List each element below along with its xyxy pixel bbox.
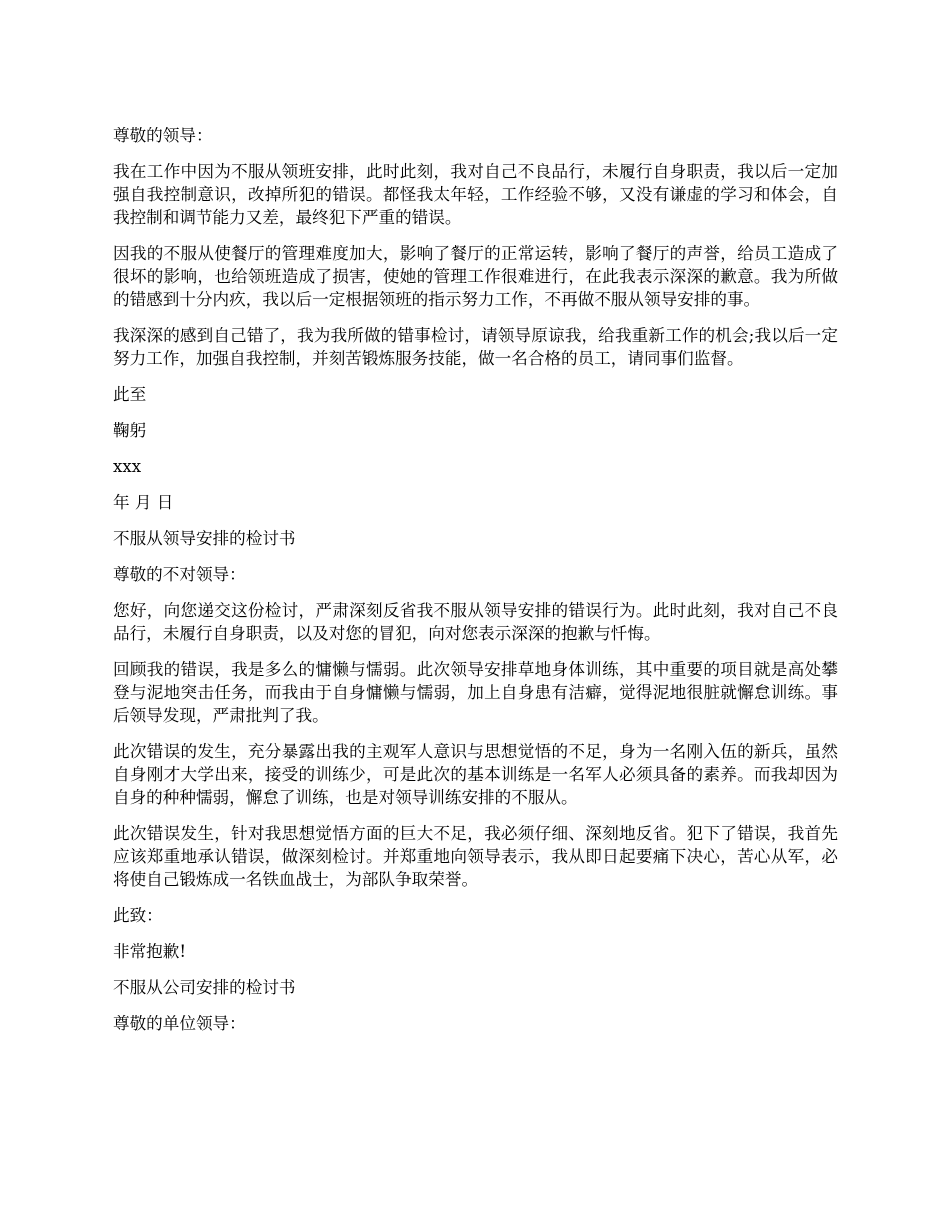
body-paragraph: 因我的不服从使餐厅的管理难度加大，影响了餐厅的正常运转，影响了餐厅的声誉，给员工造成了很坏的影响，也给领班造成了损害，使她的管理工作很难进行，在此我表示深深的歉意。我为所做的错感到十分内疚，我以后一定根据领班的指示努力工作，不再做不服从领导安排的事。: [113, 244, 838, 309]
body-paragraph: 我深深的感到自己错了，我为我所做的错事检讨，请领导原谅我，给我重新工作的机会;我以后一定努力工作，加强自我控制，并刻苦锻炼服务技能，做一名合格的员工，请同事们监督。: [113, 326, 838, 368]
signature-date: 年 月 日: [113, 493, 174, 512]
body-paragraph: 您好，向您递交这份检讨，严肃深刻反省我不服从领导安排的错误行为。此时此刻，我对自己不良品行，未履行自身职责，以及对您的冒犯，向对您表示深深的抱歉与忏悔。: [113, 601, 838, 643]
body-paragraph: 此次错误发生，针对我思想觉悟方面的巨大不足，我必须仔细、深刻地反省。犯下了错误，我首先应该郑重地承认错误，做深刻检讨。并郑重地向领导表示，我从即日起要痛下决心，苦心从军，必将使自己锻炼成一名铁血战士，为部队争取荣誉。: [113, 824, 838, 889]
closing-line: 非常抱歉!: [113, 942, 187, 961]
body-paragraph: 我在工作中因为不服从领班安排，此时此刻，我对自己不良品行，未履行自身职责，我以后一定加强自我控制意识，改掉所犯的错误。都怪我太年轻，工作经验不够，又没有谦虚的学习和体会，自我控制和调节能力又差，最终犯下严重的错误。: [113, 162, 838, 227]
body-paragraph: 此次错误的发生，充分暴露出我的主观军人意识与思想觉悟的不足，身为一名刚入伍的新兵，虽然自身刚才大学出来，接受的训练少，可是此次的基本训练是一名军人必须具备的素养。而我却因为自身的种种懦弱，懈怠了训练，也是对领导训练安排的不服从。: [113, 742, 838, 807]
salutation: 尊敬的单位领导：: [113, 1014, 246, 1033]
salutation: 尊敬的领导：: [113, 126, 213, 145]
document-page: [113, 124, 838, 1048]
section-title: 不服从公司安排的检讨书: [113, 978, 296, 997]
body-paragraph: 回顾我的错误，我是多么的慵懒与懦弱。此次领导安排草地身体训练，其中重要的项目就是高处攀登与泥地突击任务，而我由于自身慵懒与懦弱，加上自身患有洁癖，觉得泥地很脏就懈怠训练。事后领导发现，严肃批判了我。: [113, 660, 838, 725]
salutation: 尊敬的不对领导：: [113, 565, 246, 584]
closing-line: 此致：: [113, 906, 163, 925]
section-title: 不服从领导安排的检讨书: [113, 529, 296, 548]
signature-name: xxx: [113, 457, 142, 476]
closing-line: 鞠躬: [113, 421, 147, 440]
closing-line: 此至: [113, 385, 147, 404]
